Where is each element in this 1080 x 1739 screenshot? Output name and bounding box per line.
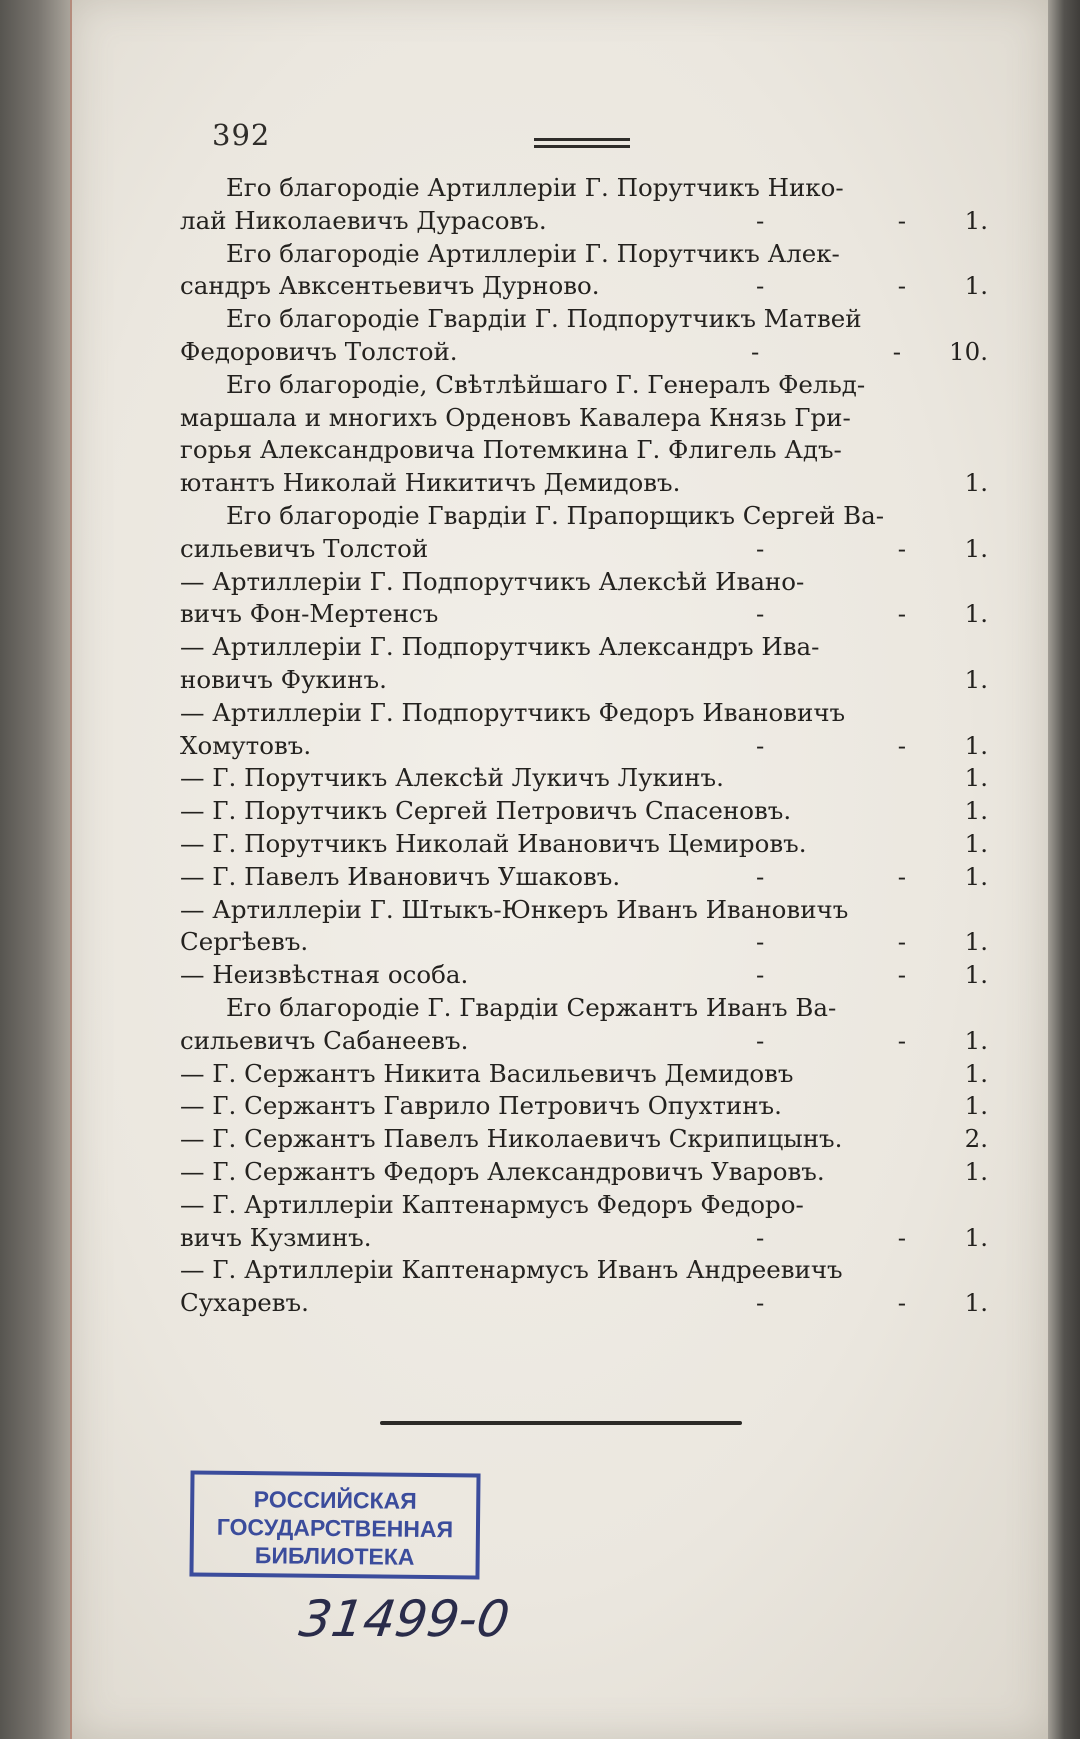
page-number: 392 [212, 118, 271, 152]
text-line [180, 336, 988, 369]
text-line [180, 959, 988, 992]
text-line [180, 697, 988, 730]
copies-count: 1. [964, 468, 988, 498]
line-text: Его благородіе Артиллеріи Г. Порутчикъ Нико- [226, 173, 844, 202]
text-line [180, 566, 988, 599]
text-line [180, 1254, 988, 1287]
leader-dash: - [897, 1288, 906, 1318]
text-line [180, 992, 988, 1025]
leader-dash: - [756, 1288, 765, 1318]
list-entry [180, 500, 988, 566]
line-text: — Г. Павелъ Ивановичъ Ушаковъ. [180, 861, 621, 891]
text-line [180, 762, 988, 795]
line-text: маршала и многихъ Орденовъ Кавалера Князь Гри- [180, 402, 851, 432]
copies-count: 1. [964, 828, 988, 858]
leader-dash: - [756, 599, 765, 629]
list-entry [180, 172, 988, 238]
leader-dash: - [897, 960, 906, 990]
text-line [180, 828, 988, 861]
list-entry [180, 369, 988, 500]
leader-dash: - [897, 927, 906, 957]
line-text: — Артиллеріи Г. Подпорутчикъ Федоръ Ивановичъ [180, 697, 846, 727]
line-text: Его благородіе Гвардіи Г. Прапорщикъ Сергей Ва- [226, 500, 885, 530]
leader-dash: - [756, 730, 765, 760]
list-entry [180, 828, 988, 861]
line-text: — Г. Сержантъ Федоръ Александровичъ Уваровъ. [180, 1156, 825, 1186]
line-text: — Г. Порутчикъ Николай Ивановичъ Цемировъ. [180, 828, 807, 858]
leader-dashes [716, 959, 946, 992]
list-entry [180, 861, 988, 894]
leader-dash: - [756, 960, 765, 990]
copies-count: 1. [964, 861, 988, 891]
copies-count: 1. [964, 1288, 988, 1318]
leader-dashes [716, 926, 946, 959]
footer-rule [380, 1421, 742, 1425]
list-entry [180, 762, 988, 795]
copies-count: 1. [964, 1222, 988, 1252]
line-text: — Г. Сержантъ Никита Васильевичъ Демидовъ [180, 1058, 794, 1088]
text-line [180, 795, 988, 828]
copies-count: 10. [949, 336, 988, 366]
line-text: — Г. Порутчикъ Алексѣй Лукичъ Лукинъ. [180, 763, 724, 793]
line-text: Федоровичъ Толстой. [180, 336, 458, 366]
copies-count: 1. [964, 730, 988, 760]
text-line [180, 402, 988, 435]
line-text: ютантъ Николай Никитичъ Демидовъ. [180, 468, 681, 498]
line-text: Его благородіе Г. Гвардіи Сержантъ Иванъ Ва- [226, 992, 837, 1022]
leader-dashes [716, 861, 946, 894]
list-entry [180, 631, 988, 697]
text-line [180, 730, 988, 763]
text-line [180, 1287, 988, 1320]
line-text: — Г. Сержантъ Гаврило Петровичъ Опухтинъ. [180, 1091, 782, 1121]
leader-dashes [716, 1287, 946, 1320]
text-line [180, 1025, 988, 1058]
leader-dashes [711, 336, 941, 369]
line-text: вичъ Кузминъ. [180, 1222, 372, 1252]
line-text: сильевичъ Толстой [180, 533, 429, 563]
library-stamp [189, 1470, 480, 1579]
copies-count: 1. [964, 960, 988, 990]
text-line [180, 533, 988, 566]
leader-dash: - [751, 336, 760, 366]
line-text: сандръ Авксентьевичъ Дурново. [180, 271, 600, 301]
leader-dashes [716, 270, 946, 303]
stamp-line: БИБЛИОТЕКА [254, 1542, 415, 1570]
list-entry [180, 1090, 988, 1123]
handwritten-shelfmark: 31499-0 [295, 1590, 513, 1648]
leader-dash: - [897, 205, 906, 235]
text-line [180, 894, 988, 927]
leader-dash: - [756, 205, 765, 235]
leader-dashes [716, 205, 946, 238]
text-line [180, 172, 988, 205]
list-entry [180, 1156, 988, 1189]
line-text: — Г. Артиллеріи Каптенармусъ Федоръ Федоро- [180, 1189, 804, 1219]
leader-dash: - [756, 1025, 765, 1055]
line-text: Его благородіе Гвардіи Г. Подпорутчикъ Матвей [226, 304, 862, 334]
text-line [180, 631, 988, 664]
stamp-line: РОССИЙСКАЯ [253, 1486, 417, 1514]
list-entry [180, 795, 988, 828]
list-entry [180, 1254, 988, 1320]
text-line [180, 270, 988, 303]
copies-count: 1. [964, 1058, 988, 1088]
text-line [180, 1222, 988, 1255]
book-page [72, 0, 1048, 1739]
leader-dash: - [756, 1222, 765, 1252]
line-text: — Г. Сержантъ Павелъ Николаевичъ Скрипицынъ. [180, 1124, 843, 1154]
line-text: Его благородіе Артиллеріи Г. Порутчикъ Алек- [226, 238, 840, 268]
desk-background-left [0, 0, 70, 1739]
list-entry [180, 959, 988, 992]
leader-dash: - [756, 927, 765, 957]
line-text: горья Александровича Потемкина Г. Флигель Адъ- [180, 435, 842, 465]
list-entry [180, 992, 988, 1058]
line-text: вичъ Фон-Мертенсъ [180, 599, 439, 629]
text-line [180, 1090, 988, 1123]
leader-dash: - [756, 533, 765, 563]
text-line [180, 434, 988, 467]
header-rule [534, 138, 630, 148]
text-line [180, 1156, 988, 1189]
list-entry [180, 1058, 988, 1091]
leader-dashes [716, 533, 946, 566]
leader-dash: - [897, 271, 906, 301]
leader-dashes [716, 1222, 946, 1255]
line-text: Сухаревъ. [180, 1288, 309, 1318]
subscriber-list [180, 172, 988, 1320]
list-entry [180, 894, 988, 960]
line-text: Его благородіе, Свѣтлѣйшаго Г. Генералъ Фельд- [226, 369, 866, 399]
line-text: — Г. Порутчикъ Сергей Петровичъ Спасеновъ. [180, 796, 792, 826]
line-text: — Неизвѣстная особа. [180, 960, 469, 990]
line-text: сильевичъ Сабанеевъ. [180, 1025, 469, 1055]
copies-count: 1. [964, 533, 988, 563]
copies-count: 1. [964, 599, 988, 629]
line-text: — Артиллеріи Г. Штыкъ-Юнкеръ Иванъ Ивановичъ [180, 894, 849, 924]
leader-dashes [716, 730, 946, 763]
copies-count: 1. [964, 205, 988, 235]
line-text: новичъ Фукинъ. [180, 664, 387, 694]
list-entry [180, 1123, 988, 1156]
leader-dash: - [756, 271, 765, 301]
leader-dashes [716, 598, 946, 631]
text-line [180, 1123, 988, 1156]
leader-dash: - [897, 730, 906, 760]
copies-count: 1. [964, 1025, 988, 1055]
copies-count: 1. [964, 763, 988, 793]
line-text: Хомутовъ. [180, 730, 312, 760]
copies-count: 1. [964, 1156, 988, 1186]
text-line [180, 238, 988, 271]
leader-dash: - [897, 1025, 906, 1055]
line-text: — Г. Артиллеріи Каптенармусъ Иванъ Андреевичъ [180, 1255, 843, 1285]
copies-count: 1. [964, 796, 988, 826]
copies-count: 1. [964, 271, 988, 301]
text-line [180, 861, 988, 894]
stamp-line: ГОСУДАРСТВЕННАЯ [216, 1513, 454, 1543]
copies-count: 1. [964, 1091, 988, 1121]
leader-dash: - [892, 336, 902, 366]
line-text: Сергѣевъ. [180, 927, 309, 957]
text-line [180, 1189, 988, 1222]
copies-count: 2. [964, 1124, 988, 1154]
leader-dash: - [897, 861, 906, 891]
leader-dashes [716, 1025, 946, 1058]
copies-count: 1. [964, 927, 988, 957]
copies-count: 1. [964, 664, 988, 694]
list-entry [180, 238, 988, 304]
text-line [180, 205, 988, 238]
list-entry [180, 697, 988, 763]
leader-dash: - [897, 533, 906, 563]
page-header [72, 0, 1048, 180]
text-line [180, 664, 988, 697]
text-line [180, 1058, 988, 1091]
text-line [180, 467, 988, 500]
text-line [180, 500, 988, 533]
line-text: лай Николаевичъ Дурасовъ. [180, 205, 547, 235]
list-entry [180, 1189, 988, 1255]
text-line [180, 598, 988, 631]
leader-dash: - [897, 599, 906, 629]
line-text: — Артиллеріи Г. Подпорутчикъ Александръ Ива- [180, 632, 820, 662]
list-entry [180, 303, 988, 369]
leader-dash: - [897, 1222, 906, 1252]
line-text: — Артиллеріи Г. Подпорутчикъ Алексѣй Ивано- [180, 566, 805, 596]
text-line [180, 926, 988, 959]
leader-dash: - [756, 861, 765, 891]
text-line [180, 369, 988, 402]
text-line [180, 303, 988, 336]
list-entry [180, 566, 988, 632]
